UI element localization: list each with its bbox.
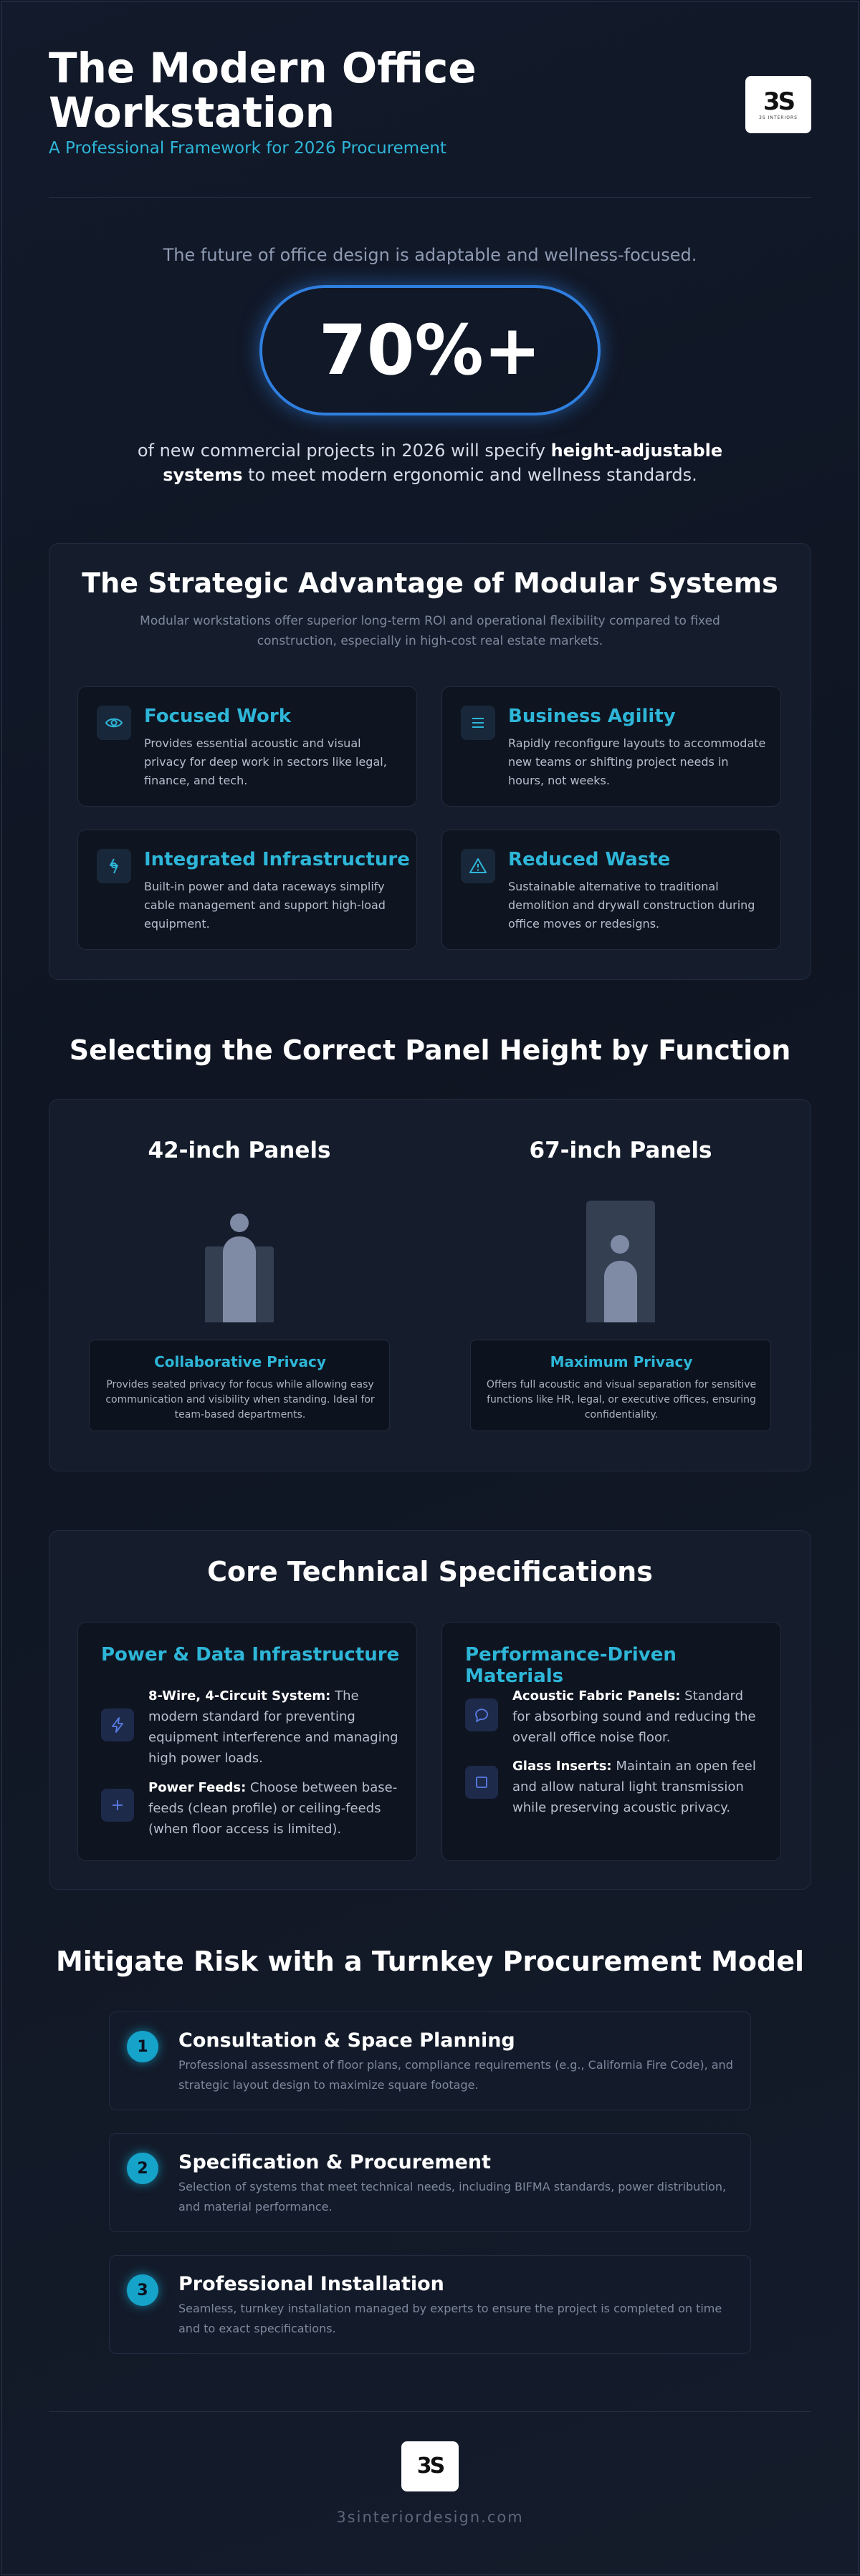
step-title: Specification & Procurement (178, 2151, 491, 2173)
eye-icon (97, 706, 131, 740)
process-step (109, 2133, 751, 2232)
advantage-text: Sustainable alternative to traditional demolition and drywall construction during office moves or redesigns. (508, 880, 755, 931)
hero-lead: The future of office design is adaptable and wellness-focused. (163, 245, 697, 265)
spec-item-text: Maintain an open feel and allow natural light transmission while preserving acoustic privacy. (512, 1759, 756, 1815)
panel-heading-42: 42-inch Panels (148, 1138, 331, 1163)
advantage-text: Provides essential acoustic and visual privacy for deep work in sectors like legal, finance, and tech. (144, 736, 387, 787)
advantage-card-focused-work (77, 686, 417, 807)
step-text: Seamless, turnkey installation managed by experts to ensure the project is completed on time and to exact specifications. (178, 2302, 722, 2335)
step-number-badge: 2 (127, 2153, 158, 2184)
plug-icon (97, 849, 131, 883)
process-step (109, 2255, 751, 2354)
menu-lines-icon (461, 706, 495, 740)
spec-card-materials (441, 1622, 781, 1861)
heights-title: Selecting the Correct Panel Height by Function (69, 1034, 791, 1066)
advantage-title: Focused Work (144, 706, 291, 727)
panel-heading-67: 67-inch Panels (529, 1138, 712, 1163)
lightning-icon (101, 1708, 134, 1741)
person-head (611, 1235, 629, 1254)
warning-triangle-icon (461, 849, 495, 883)
spec-item-label: Glass Inserts: (512, 1759, 612, 1774)
spec-item (148, 1686, 399, 1769)
plus-icon (101, 1789, 134, 1822)
step-text: Selection of systems that meet technical needs, including BIFMA standards, power distribution, and material performance. (178, 2180, 727, 2214)
step-title: Professional Installation (178, 2273, 444, 2295)
logo-tagline: 3S INTERIORS (759, 115, 798, 120)
footer-url[interactable]: 3sinteriordesign.com (336, 2509, 524, 2526)
hero-stat: 70%+ (259, 285, 601, 415)
spec-item-text: Choose between base-feeds (clean profile) or ceiling-feeds (when floor access is limited). (148, 1780, 398, 1837)
caption-title: Collaborative Privacy (154, 1353, 326, 1370)
hero-desc-bold: height-adjustable systems (163, 441, 723, 485)
spec-item-text: Standard for absorbing sound and reducing the overall office noise floor. (512, 1688, 756, 1745)
advantages-subtitle: Modular workstations offer superior long-term ROI and operational flexibility compared to fixed construction, especially in high-cost real estate markets. (140, 614, 720, 648)
footer-logo (401, 2441, 459, 2491)
advantage-card-integrated-infrastructure (77, 830, 417, 950)
speech-bubble-icon (465, 1698, 498, 1731)
step-number-badge: 1 (127, 2031, 158, 2062)
footer-logo-mark: 3S (416, 2454, 444, 2479)
spec-heading: Performance-Driven Materials (465, 1644, 677, 1687)
spec-card-power-data (77, 1622, 417, 1861)
person-body (604, 1261, 637, 1322)
person-head (230, 1213, 249, 1232)
square-icon (465, 1766, 498, 1799)
page-title: The Modern Office Workstation (49, 44, 477, 137)
advantage-title: Integrated Infrastructure (144, 849, 410, 870)
spec-item (148, 1777, 399, 1840)
hero-description (108, 438, 752, 487)
panel-67-illustration (586, 1201, 655, 1322)
caption-box-42 (89, 1340, 390, 1431)
advantage-text: Built-in power and data raceways simplify cable management and support high-load equipment. (144, 880, 386, 931)
advantage-card-business-agility (441, 686, 781, 807)
footer-divider (49, 2411, 811, 2412)
spec-item-label: Acoustic Fabric Panels: (512, 1688, 681, 1703)
logo-mark: 3S (763, 87, 794, 116)
spec-item-label: Power Feeds: (148, 1780, 247, 1795)
panel-42-illustration (205, 1213, 274, 1322)
page-subtitle: A Professional Framework for 2026 Procurement (49, 139, 446, 158)
spec-item (512, 1686, 763, 1748)
step-title: Consultation & Space Planning (178, 2029, 515, 2052)
brand-logo (745, 76, 811, 133)
advantage-title: Reduced Waste (508, 849, 671, 870)
advantage-card-reduced-waste (441, 830, 781, 950)
step-number-badge: 3 (127, 2274, 158, 2306)
advantage-text: Rapidly reconfigure layouts to accommodate new teams or shifting project needs in hours, not weeks. (508, 736, 766, 787)
caption-title: Maximum Privacy (550, 1353, 693, 1370)
process-title: Mitigate Risk with a Turnkey Procurement Model (55, 1946, 805, 1977)
spec-item (512, 1756, 763, 1818)
person-body (223, 1236, 256, 1322)
spec-item-label: 8-Wire, 4-Circuit System: (148, 1688, 331, 1703)
caption-box-67 (470, 1340, 771, 1431)
caption-text: Offers full acoustic and visual separation for sensitive functions like HR, legal, or executive offices, ensuring confidentiality. (486, 1379, 757, 1421)
spec-item-text: The modern standard for preventing equipment interference and managing high power loads. (148, 1688, 398, 1766)
specs-title: Core Technical Specifications (207, 1556, 653, 1587)
step-text: Professional assessment of floor plans, compliance requirements (e.g., California Fire Code), and strategic layout design to maximize square footage. (178, 2058, 733, 2092)
caption-text: Provides seated privacy for focus while allowing easy communication and visibility when standing. Ideal for team-based departments. (105, 1379, 375, 1421)
hero-desc-pre: of new commercial projects in 2026 will specify (137, 441, 551, 461)
process-step (109, 2012, 751, 2110)
advantage-title: Business Agility (508, 706, 676, 727)
hero-desc-post: to meet modern ergonomic and wellness standards. (242, 465, 697, 485)
header-divider (49, 197, 811, 198)
spec-heading: Power & Data Infrastructure (101, 1644, 400, 1666)
advantages-title: The Strategic Advantage of Modular Systems (82, 567, 778, 599)
